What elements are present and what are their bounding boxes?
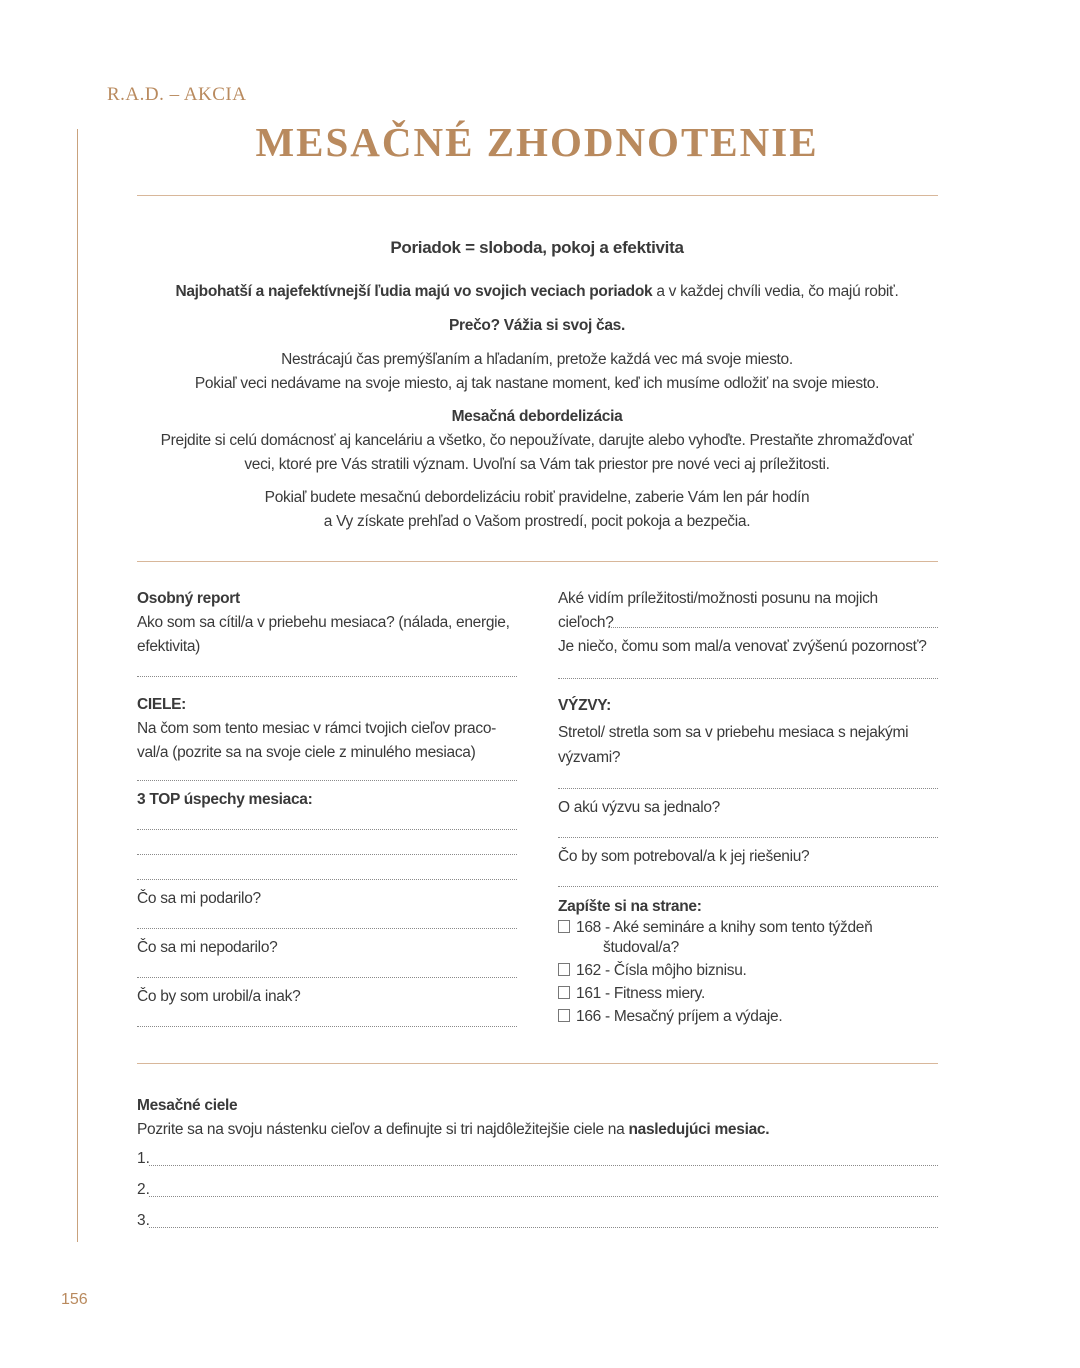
need-answer-line[interactable] [558,886,938,887]
success-answer-line[interactable] [137,928,517,929]
page-checklist [558,918,943,1027]
monthly-goal-1[interactable] [137,1150,938,1170]
checklist-item [558,961,943,981]
report-q-line2: efektivita) [137,638,201,655]
intro-p5-line1: Pokiaľ budete mesačnú debordelizáciu robiť pravidelne, zaberie Vám len pár hodín [264,489,810,506]
attention-question: Je niečo, čomu som mal/a venovať zvýšenú pozornosť? [558,638,927,655]
which-challenge-question: O akú výzvu sa jednalo? [558,799,720,816]
attention-answer-line[interactable] [558,678,938,679]
challenges-q-line2: výzvami? [558,749,621,766]
checkbox[interactable] [558,1009,570,1022]
checkbox[interactable] [558,920,570,933]
margin-rule [77,129,78,1242]
which-challenge-answer-line[interactable] [558,837,938,838]
intro-p3-line2: Pokiaľ veci nedávame na svoje miesto, aj tak nastane moment, keď ich musíme odložiť na svoje miesto. [194,375,880,392]
intro-paragraph-4 [137,405,937,477]
checkbox[interactable] [558,963,570,976]
goals-question [137,717,522,765]
fail-answer-line[interactable] [137,977,517,978]
monthly-text-plain: Pozrite sa na svoju nástenku cieľov a definujte si tri najdôležitejšie ciele na [137,1121,625,1138]
intro-subtitle: Poriadok = sloboda, pokoj a efektivita [390,238,684,257]
fail-question: Čo sa mi nepodarilo? [137,939,278,956]
monthly-goals-text [137,1118,937,1142]
need-question: Čo by som potreboval/a k jej riešeniu? [558,848,810,865]
monthly-goals-heading: Mesačné ciele [137,1097,238,1114]
challenges-heading: VÝZVY: [558,697,612,714]
goals-q-line2: val/a (pozrite sa na svoje ciele z minulého mesiaca) [137,744,476,761]
intro-paragraph-3 [137,348,937,396]
intro-p1-bold: Najbohatší a najefektívnejší ľudia majú vo svojich veciach poriadok [175,283,653,300]
report-q-line1: Ako som sa cítil/a v priebehu mesiaca? (nálada, energie, [137,614,510,631]
divider-top [137,195,938,196]
intro-p1-rest: a v každej chvíli vedia, čo majú robiť. [656,283,899,300]
report-question [137,611,522,659]
differently-answer-line[interactable] [137,1026,517,1027]
checkbox[interactable] [558,986,570,999]
report-heading: Osobný report [137,590,240,607]
checklist-label: 166 - Mesačný príjem a výdaje. [576,1008,783,1025]
intro-paragraph-2: Prečo? Vážia si svoj čas. [448,317,626,334]
challenges-q-line1: Stretol/ stretla som sa v priebehu mesiaca s nejakými [558,724,909,741]
opportunity-q-line2: cieľoch? [558,614,614,631]
success-question: Čo sa mi podarilo? [137,890,261,907]
goals-q-line1: Na čom som tento mesiac v rámci tvojich cieľov praco- [137,720,497,737]
report-answer-line[interactable] [137,676,517,677]
intro-paragraph-5 [137,486,937,534]
differently-question: Čo by som urobil/a inak? [137,988,301,1005]
checklist-item [558,984,943,1004]
checklist-item [558,1007,943,1027]
intro-p3-line1: Nestrácajú čas premýšľaním a hľadaním, pretože každá vec má svoje miesto. [281,351,793,368]
opportunity-q-line1: Aké vidím príležitosti/možnosti posunu na mojich [558,590,878,607]
top-success-line-3[interactable] [137,879,517,880]
top-success-line-2[interactable] [137,854,517,855]
checklist-label: 162 - Čísla môjho biznisu. [576,962,747,979]
monthly-text-bold: nasledujúci mesiac. [628,1121,770,1138]
divider-bottom [137,1063,938,1064]
section-kicker: R.A.D. – AKCIA [107,84,247,105]
page-number: 156 [61,1291,88,1308]
monthly-goal-3[interactable] [137,1212,938,1232]
checklist-label-cont: študoval/a? [603,939,679,956]
intro-p4-line1: Prejdite si celú domácnosť aj kanceláriu a všetko, čo nepoužívate, darujte alebo vyhoďte. Prestaňte zhromažďovať [160,432,914,449]
divider-middle [137,561,938,562]
checklist-label: 168 - Aké semináre a knihy som tento týždeň [576,919,873,936]
goals-heading: CIELE: [137,696,187,713]
goal-number: 1. [137,1150,150,1167]
write-on-page-heading: Zapíšte si na strane: [558,898,702,915]
page-title: MESAČNÉ ZHODNOTENIE [255,119,819,165]
opportunity-answer-line[interactable] [608,627,938,628]
intro-p5-line2: a Vy získate prehľad o Vašom prostredí, pocit pokoja a bezpečia. [323,513,751,530]
goals-answer-line[interactable] [137,780,517,781]
monthly-goal-2[interactable] [137,1181,938,1201]
challenges-question [558,720,943,770]
goal-number: 3. [137,1212,150,1229]
goal-number: 2. [137,1181,150,1198]
top-success-line-1[interactable] [137,829,517,830]
intro-p4-line2: veci, ktoré pre Vás stratili význam. Uvoľní sa Vám tak priestor pre nové veci aj príležitosti. [244,456,830,473]
top-successes-heading: 3 TOP úspechy mesiaca: [137,791,313,808]
checklist-label: 161 - Fitness miery. [576,985,705,1002]
intro-paragraph-1 [137,280,937,304]
challenges-answer-line[interactable] [558,788,938,789]
checklist-item [558,918,943,958]
intro-p4-heading: Mesačná debordelizácia [451,408,623,425]
